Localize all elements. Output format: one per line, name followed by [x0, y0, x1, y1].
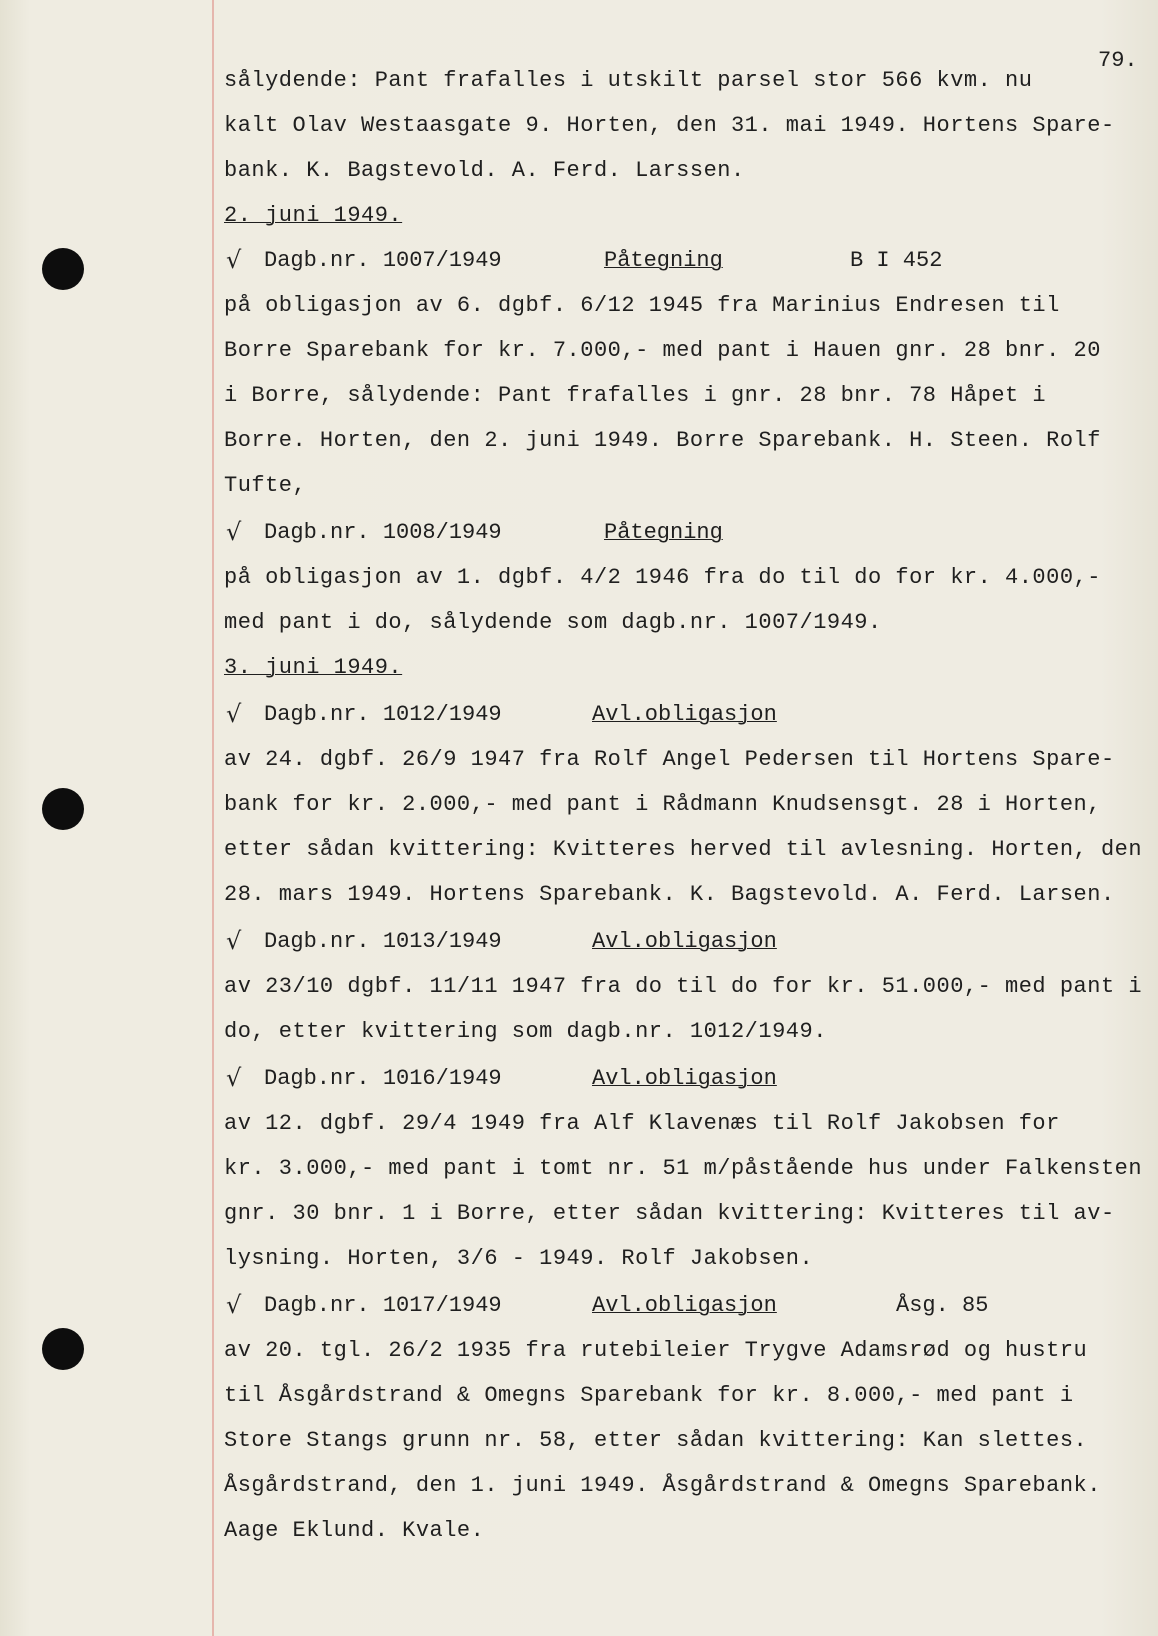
- entry-type: Avl.obligasjon: [592, 1293, 777, 1318]
- text-line: av 23/10 dgbf. 11/11 1947 fra do til do for kr. 51.000,- med pant i: [224, 974, 1143, 999]
- text-line: Tufte,: [224, 473, 307, 498]
- text-line: Borre. Horten, den 2. juni 1949. Borre Sparebank. H. Steen. Rolf: [224, 428, 1101, 453]
- text-line: i Borre, sålydende: Pant frafalles i gnr. 28 bnr. 78 Håpet i: [224, 383, 1047, 408]
- check-mark: √: [226, 927, 242, 955]
- text-line: etter sådan kvittering: Kvitteres herved til avlesning. Horten, den: [224, 837, 1143, 862]
- margin-line: [212, 0, 214, 1636]
- text-line: bank. K. Bagstevold. A. Ferd. Larssen.: [224, 158, 745, 183]
- text-line: på obligasjon av 1. dgbf. 4/2 1946 fra do til do for kr. 4.000,-: [224, 565, 1101, 590]
- check-mark: √: [226, 700, 242, 728]
- text-line: bank for kr. 2.000,- med pant i Rådmann Knudsensgt. 28 i Horten,: [224, 792, 1101, 817]
- page-number: 79.: [1098, 48, 1138, 73]
- text-line: med pant i do, sålydende som dagb.nr. 1007/1949.: [224, 610, 882, 635]
- entry-type: Avl.obligasjon: [592, 702, 777, 727]
- check-mark: √: [226, 1064, 242, 1092]
- entry-reference: Åsg. 85: [896, 1293, 989, 1318]
- text-line: do, etter kvittering som dagb.nr. 1012/1949.: [224, 1019, 827, 1044]
- entry-reference: B I 452: [850, 248, 943, 273]
- check-mark: √: [226, 1291, 242, 1319]
- text-line: av 12. dgbf. 29/4 1949 fra Alf Klavenæs til Rolf Jakobsen for: [224, 1111, 1060, 1136]
- text-line: til Åsgårdstrand & Omegns Sparebank for kr. 8.000,- med pant i: [224, 1383, 1074, 1408]
- entry-number: Dagb.nr. 1008/1949: [264, 520, 502, 545]
- text-line: Aage Eklund. Kvale.: [224, 1518, 485, 1543]
- entry-type: Påtegning: [604, 248, 723, 273]
- text-line: sålydende: Pant frafalles i utskilt parsel stor 566 kvm. nu: [224, 68, 1033, 93]
- text-line: gnr. 30 bnr. 1 i Borre, etter sådan kvittering: Kvitteres til av-: [224, 1201, 1115, 1226]
- text-line: av 24. dgbf. 26/9 1947 fra Rolf Angel Pedersen til Hortens Spare-: [224, 747, 1115, 772]
- date-heading: 2. juni 1949.: [224, 203, 403, 228]
- entry-type: Avl.obligasjon: [592, 1066, 777, 1091]
- entry-number: Dagb.nr. 1012/1949: [264, 702, 502, 727]
- entry-number: Dagb.nr. 1013/1949: [264, 929, 502, 954]
- text-line: lysning. Horten, 3/6 - 1949. Rolf Jakobsen.: [224, 1246, 814, 1271]
- punch-hole-top: [42, 248, 84, 290]
- date-heading: 3. juni 1949.: [224, 655, 403, 680]
- text-line: kalt Olav Westaasgate 9. Horten, den 31. mai 1949. Hortens Spare-: [224, 113, 1115, 138]
- text-line: Åsgårdstrand, den 1. juni 1949. Åsgårdstrand & Omegns Sparebank.: [224, 1473, 1101, 1498]
- punch-hole-bottom: [42, 1328, 84, 1370]
- text-line: av 20. tgl. 26/2 1935 fra rutebileier Trygve Adamsrød og hustru: [224, 1338, 1088, 1363]
- punch-hole-middle: [42, 788, 84, 830]
- text-line: på obligasjon av 6. dgbf. 6/12 1945 fra Marinius Endresen til: [224, 293, 1060, 318]
- text-line: 28. mars 1949. Hortens Sparebank. K. Bagstevold. A. Ferd. Larsen.: [224, 882, 1115, 907]
- text-line: kr. 3.000,- med pant i tomt nr. 51 m/påstående hus under Falkensten: [224, 1156, 1143, 1181]
- entry-number: Dagb.nr. 1017/1949: [264, 1293, 502, 1318]
- entry-type: Avl.obligasjon: [592, 929, 777, 954]
- text-line: Borre Sparebank for kr. 7.000,- med pant i Hauen gnr. 28 bnr. 20: [224, 338, 1101, 363]
- entry-number: Dagb.nr. 1016/1949: [264, 1066, 502, 1091]
- check-mark: √: [226, 246, 242, 274]
- check-mark: √: [226, 518, 242, 546]
- entry-type: Påtegning: [604, 520, 723, 545]
- text-line: Store Stangs grunn nr. 58, etter sådan kvittering: Kan slettes.: [224, 1428, 1088, 1453]
- entry-number: Dagb.nr. 1007/1949: [264, 248, 502, 273]
